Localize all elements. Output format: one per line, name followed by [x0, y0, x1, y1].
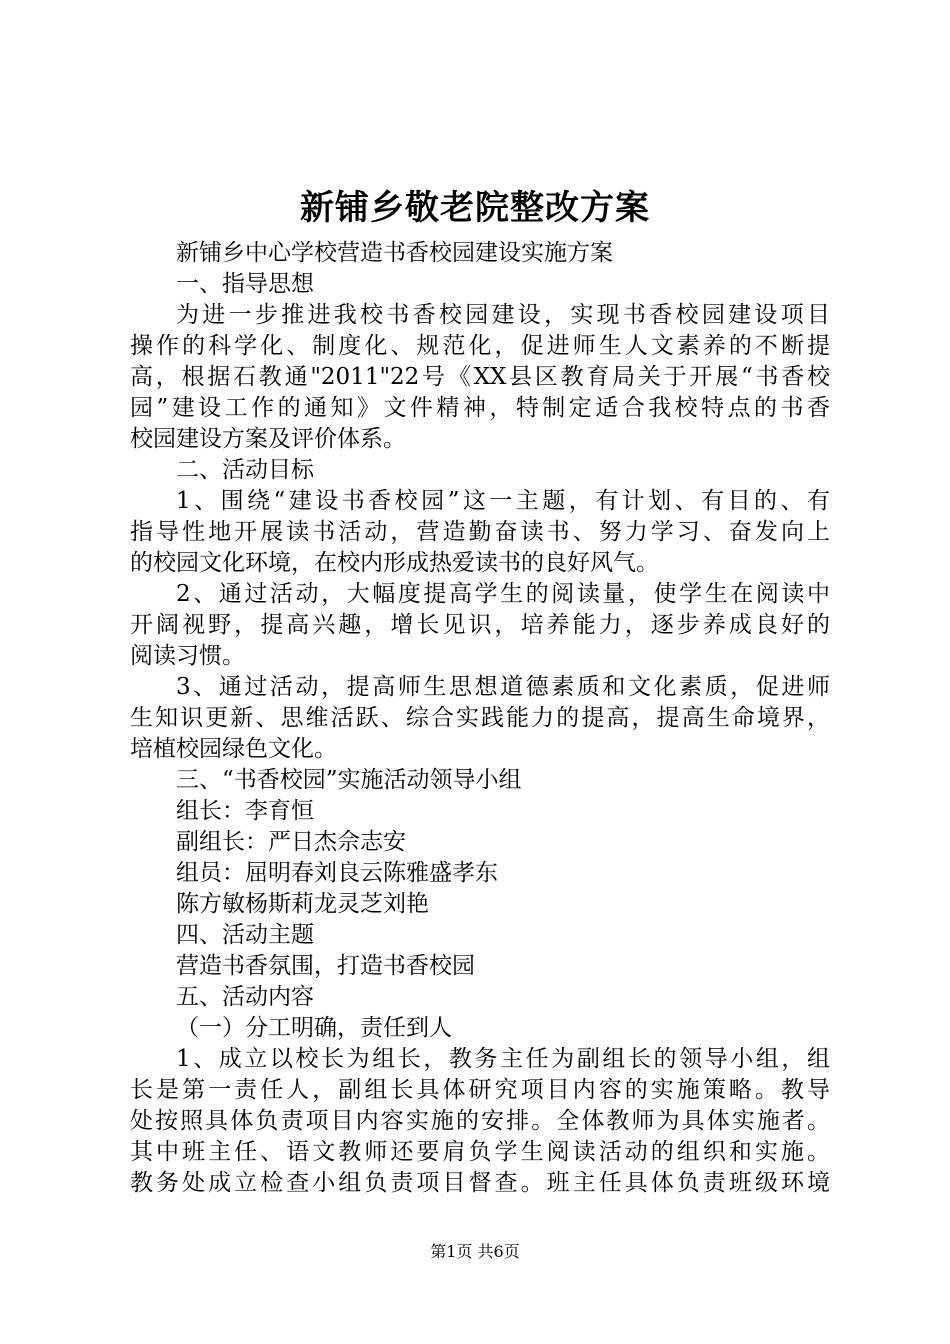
text-line: 副组长：严日杰佘志安 [176, 829, 406, 855]
text-line: 2、通过活动，大幅度提高学生的阅读量，使学生在阅读中 [176, 581, 830, 607]
text-line: 二、活动目标 [176, 457, 314, 483]
text-line: 新铺乡中心学校营造书香校园建设实施方案 [176, 240, 613, 266]
text-line: 培植校园绿色文化。 [130, 736, 337, 762]
text-line: 三、“书香校园”实施活动领导小组 [176, 767, 522, 793]
text-line: 高，根据石教通"2011"22号《XX县区教育局关于开展“书香校 [130, 364, 830, 390]
text-line: 指导性地开展读书活动，营造勤奋读书、努力学习、奋发向上 [130, 519, 830, 545]
text-line: 阅读习惯。 [130, 643, 245, 669]
text-line: 的校园文化环境，在校内形成热爱读书的良好风气。 [130, 550, 659, 576]
document-title: 新铺乡敬老院整改方案 [300, 188, 650, 228]
text-line: 陈方敏杨斯莉龙灵芝刘艳 [176, 891, 429, 917]
text-line: 开阔视野，提高兴趣，增长见识，培养能力，逐步养成良好的 [130, 612, 830, 638]
text-line: 其中班主任、语文教师还要肩负学生阅读活动的组织和实施。 [130, 1139, 830, 1165]
text-line: 五、活动内容 [176, 984, 314, 1010]
text-line: 生知识更新、思维活跃、综合实践能力的提高，提高生命境界， [130, 705, 830, 731]
text-line: 操作的科学化、制度化、规范化，促进师生人文素养的不断提 [130, 333, 830, 359]
text-line: 校园建设方案及评价体系。 [130, 426, 406, 452]
text-line: （一）分工明确，责任到人 [176, 1015, 452, 1041]
text-line: 1、成立以校长为组长，教务主任为副组长的领导小组，组 [176, 1046, 830, 1072]
text-line: 长是第一责任人，副组长具体研究项目内容的实施策略。教导 [130, 1077, 830, 1103]
text-line: 组员：屈明春刘良云陈雅盛孝东 [176, 860, 498, 886]
text-line: 四、活动主题 [176, 922, 314, 948]
text-line: 教务处成立检查小组负责项目督查。班主任具体负责班级环境 [130, 1170, 830, 1196]
text-line: 一、指导思想 [176, 271, 314, 297]
text-line: 园”建设工作的通知》文件精神，特制定适合我校特点的书香 [130, 395, 830, 421]
text-line: 组长：李育恒 [176, 798, 314, 824]
text-line: 3、通过活动，提高师生思想道德素质和文化素质，促进师 [176, 674, 830, 700]
text-line: 为进一步推进我校书香校园建设，实现书香校园建设项目 [176, 302, 830, 328]
text-line: 1、围绕“建设书香校园”这一主题，有计划、有目的、有 [176, 488, 830, 514]
text-line: 处按照具体负责项目内容实施的安排。全体教师为具体实施者。 [130, 1108, 830, 1134]
document-body [130, 238, 830, 1199]
page-number-footer: 第1页 共6页 [430, 1242, 520, 1261]
text-line: 营造书香氛围，打造书香校园 [176, 953, 475, 979]
